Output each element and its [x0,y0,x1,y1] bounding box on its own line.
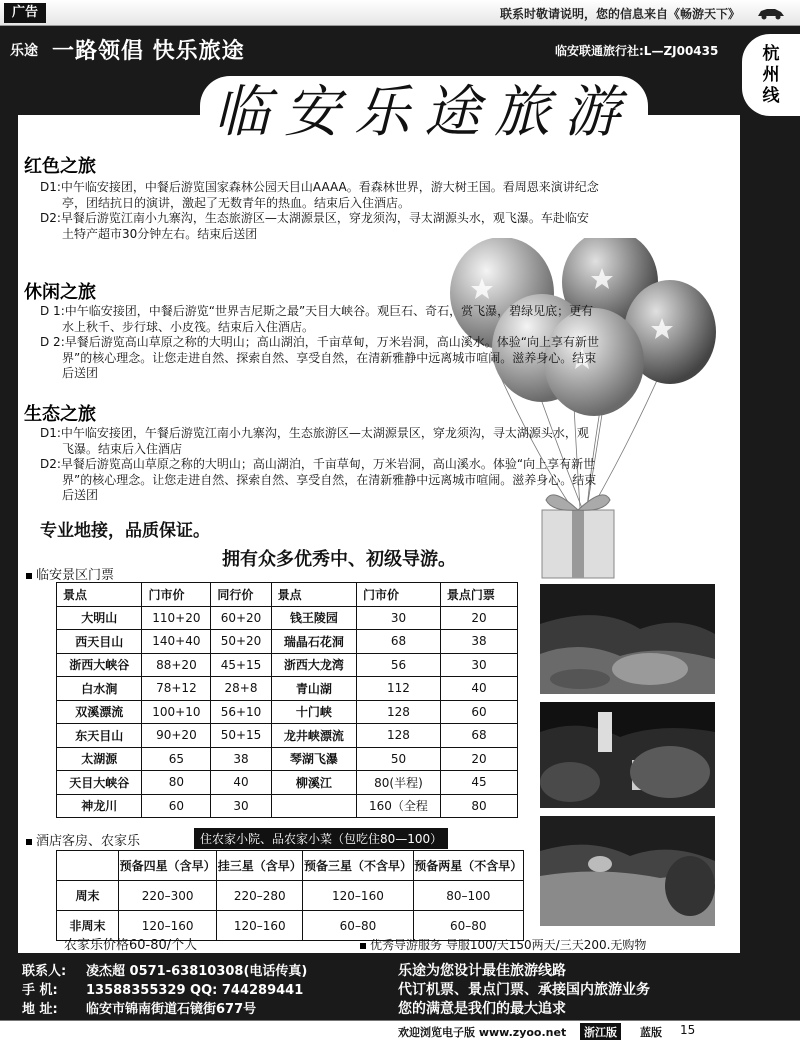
bullet-icon [360,943,366,949]
tickets-heading [26,564,114,583]
table-cell: 50+15 [211,724,271,748]
itinerary-day: D1:中午临安接团，午餐后游览江南小九寨沟，生态旅游区—太湖源景区，穿龙须沟，寻太湖源头水，观飞瀑。结束后入住酒店 [40,426,589,456]
promo-line: 您的满意是我们的最大追求 [398,1001,566,1017]
scenery-photo-forest [540,584,715,694]
edition-badge: 浙江版 [580,1023,621,1040]
table-cell: 琴湖飞瀑 [271,747,356,771]
page-footer [0,1020,800,1040]
guide-service [360,936,646,953]
table-cell: 45+15 [211,653,271,677]
license-number: 临安联通旅行社:L—ZJ00435 [555,44,719,58]
table-cell: 220–300 [119,881,217,911]
table-cell: 38 [211,747,271,771]
tour-itinerary-leisure [40,304,600,382]
itinerary-day: D1:中午临安接团，中餐后游览国家森林公园天目山AAAA。看森林世界，游大树王国。看周恩来演讲纪念亭，团结抗日的演讲，激起了无数青年的热血。结束后入住酒店。 [40,180,599,210]
hotels-heading [26,830,140,849]
ticket-price-table [56,582,518,818]
guides-slogan: 拥有众多优秀中、初级导游。 [222,549,456,570]
table-cell: 龙井峡漂流 [271,724,356,748]
quality-slogan: 专业地接，品质保证。 [40,521,210,541]
table-cell: 50+20 [211,630,271,654]
contact-label: 联系人: [22,964,67,979]
table-cell [271,794,356,818]
column-header [57,851,119,881]
tour-title-red: 红色之旅 [24,156,96,177]
table-row [57,630,518,654]
tour-title-leisure: 休闲之旅 [24,282,96,303]
table-cell: 十门峡 [271,700,356,724]
route-tab [742,34,800,116]
table-row [57,794,518,818]
table-cell: 40 [211,771,271,795]
column-header: 预备四星（含早） [119,851,217,881]
table-cell: 128 [357,724,441,748]
top-bar [0,0,800,26]
table-cell: 160（全程 [357,794,441,818]
table-cell: 神龙川 [57,794,142,818]
page-number: 15 [680,1023,696,1037]
table-cell: 120–160 [119,911,217,941]
table-cell: 65 [142,747,211,771]
table-cell: 30 [211,794,271,818]
column-header: 门市价 [357,583,441,607]
contact-label: 手 机: [22,983,58,998]
table-row [57,653,518,677]
table-cell: 140+40 [142,630,211,654]
contact-row [22,981,307,1000]
table-cell: 78+12 [142,677,211,701]
table-cell: 88+20 [142,653,211,677]
tickets-heading-text: 临安景区门票 [36,568,115,583]
hotel-price-table [56,850,524,941]
column-header: 同行价 [211,583,271,607]
contact-label: 地 址: [22,1002,58,1017]
table-cell: 38 [440,630,517,654]
headline: 临安乐途旅游 [200,76,648,150]
table-cell: 56 [357,653,441,677]
table-cell: 120–160 [303,881,413,911]
table-row [57,771,518,795]
table-cell: 40 [440,677,517,701]
itinerary-day: D 2:早餐后游览高山草原之称的大明山；高山湖泊，千亩草甸，万米岩洞，高山溪水。体验“向上享有新世界”的核心理念。让您走进自然、探索自然、享受自然，在清新雅静中远离城市喧闹。滋养身心。结束后送团 [40,335,599,380]
table-cell: 68 [357,630,441,654]
table-row [57,747,518,771]
table-cell: 68 [440,724,517,748]
table-cell: 20 [440,747,517,771]
contact-value: 13588355329 QQ: 744289441 [86,983,304,998]
table-cell: 120–160 [217,911,303,941]
table-row [57,677,518,701]
ad-tag: 广告 [4,3,46,23]
table-cell: 80 [440,794,517,818]
tour-itinerary-red [40,180,600,242]
contact-value: 凌杰超 0571-63810308(电话传真) [86,964,308,979]
table-cell: 西天目山 [57,630,142,654]
table-cell: 青山湖 [271,677,356,701]
farmstay-note: 住农家小院、品农家小菜（包吃住80—100） [194,828,448,849]
route-tab-char: 杭 [762,43,780,64]
table-cell: 柳溪江 [271,771,356,795]
table-cell: 80(半程) [357,771,441,795]
contact-value: 临安市锦南街道石镜街677号 [86,1002,257,1017]
table-cell: 30 [357,606,441,630]
table-cell: 非周末 [57,911,119,941]
table-cell: 白水涧 [57,677,142,701]
table-cell: 80 [142,771,211,795]
balloons-illustration [442,238,732,588]
table-cell: 双溪漂流 [57,700,142,724]
scenery-photo-stream [540,816,715,926]
contact-row [22,962,307,981]
table-cell: 110+20 [142,606,211,630]
column-header: 门市价 [142,583,211,607]
table-cell: 220–280 [217,881,303,911]
table-cell: 30 [440,653,517,677]
itinerary-day: D2:早餐后游览高山草原之称的大明山；高山湖泊，千亩草甸，万米岩洞，高山溪水。体验“向上享有新世界”的核心理念。让您走进自然、探索自然、享受自然，在清新雅静中远离城市喧闹。滋养身心。结束后送团 [40,457,597,502]
bullet-icon [26,839,32,845]
scenery-photo-waterfall [540,702,715,808]
table-cell: 45 [440,771,517,795]
table-cell: 56+10 [211,700,271,724]
promo-line: 代订机票、景点门票、承接国内旅游业务 [398,982,650,998]
table-cell: 90+20 [142,724,211,748]
table-cell: 112 [357,677,441,701]
table-cell: 60–80 [413,911,523,941]
table-cell: 80–100 [413,881,523,911]
table-cell: 60–80 [303,911,413,941]
table-header-row [57,851,524,881]
table-cell: 60 [142,794,211,818]
table-cell: 东天目山 [57,724,142,748]
table-cell: 28+8 [211,677,271,701]
table-cell: 大明山 [57,606,142,630]
table-cell: 50 [357,747,441,771]
column-header: 预备三星（不含早） [303,851,413,881]
column-header: 预备两星（不含早） [413,851,523,881]
hotel-table-body [57,881,524,941]
table-cell: 60+20 [211,606,271,630]
table-header-row [57,583,518,607]
itinerary-day: D 1:中午临安接团，中餐后游览“世界吉尼斯之最”天目大峡谷。观巨石、奇石，赏飞瀑，碧绿见底；更有水上秋千、步行球、小皮筏。结束后入住酒店。 [40,304,594,334]
tour-title-eco: 生态之旅 [24,404,96,425]
table-row [57,881,524,911]
table-cell: 浙西大龙湾 [271,653,356,677]
car-icon [756,6,786,20]
farmstay-price: 农家乐价格60-80/个人 [64,938,198,953]
itinerary-day: D2:早餐后游览江南小九寨沟，生态旅游区—太湖源景区，穿龙须沟，寻太湖源头水，观飞瀑。车赴临安土特产超市30分钟左右。结束后送团 [40,211,589,241]
column-header: 景点门票 [440,583,517,607]
table-cell: 20 [440,606,517,630]
section-label: 蓝版 [640,1026,662,1039]
table-cell: 浙西大峡谷 [57,653,142,677]
table-row [57,724,518,748]
website-link[interactable]: 欢迎浏览电子版 www.zyoo.net [398,1026,567,1039]
table-cell: 太湖源 [57,747,142,771]
table-cell: 100+10 [142,700,211,724]
column-header: 景点 [271,583,356,607]
table-cell: 天目大峡谷 [57,771,142,795]
ticket-table-body [57,606,518,818]
table-cell: 钱王陵园 [271,606,356,630]
promo-lines [398,962,650,1019]
bullet-icon [26,573,32,579]
source-note: 联系时敬请说明，您的信息来自《畅游天下》 [499,7,740,21]
table-row [57,606,518,630]
table-cell: 60 [440,700,517,724]
guide-service-text: 优秀导游服务 导服100/天150两天/三天200.无购物 [370,938,647,952]
route-tab-char: 线 [762,85,780,106]
contact-info [22,962,307,1019]
tour-itinerary-eco [40,426,600,504]
slogan-prefix: 乐途 [10,43,38,59]
promo-line: 乐途为您设计最佳旅游线路 [398,963,566,979]
column-header: 景点 [57,583,142,607]
table-cell: 128 [357,700,441,724]
table-cell: 周末 [57,881,119,911]
slogan: 一路领倡 快乐旅途 [52,38,245,64]
route-tab-char: 州 [762,64,780,85]
contact-row [22,1000,307,1019]
table-cell: 瑞晶石花洞 [271,630,356,654]
column-header: 挂三星（含早） [217,851,303,881]
table-row [57,700,518,724]
hotels-heading-text: 酒店客房、农家乐 [36,834,141,849]
